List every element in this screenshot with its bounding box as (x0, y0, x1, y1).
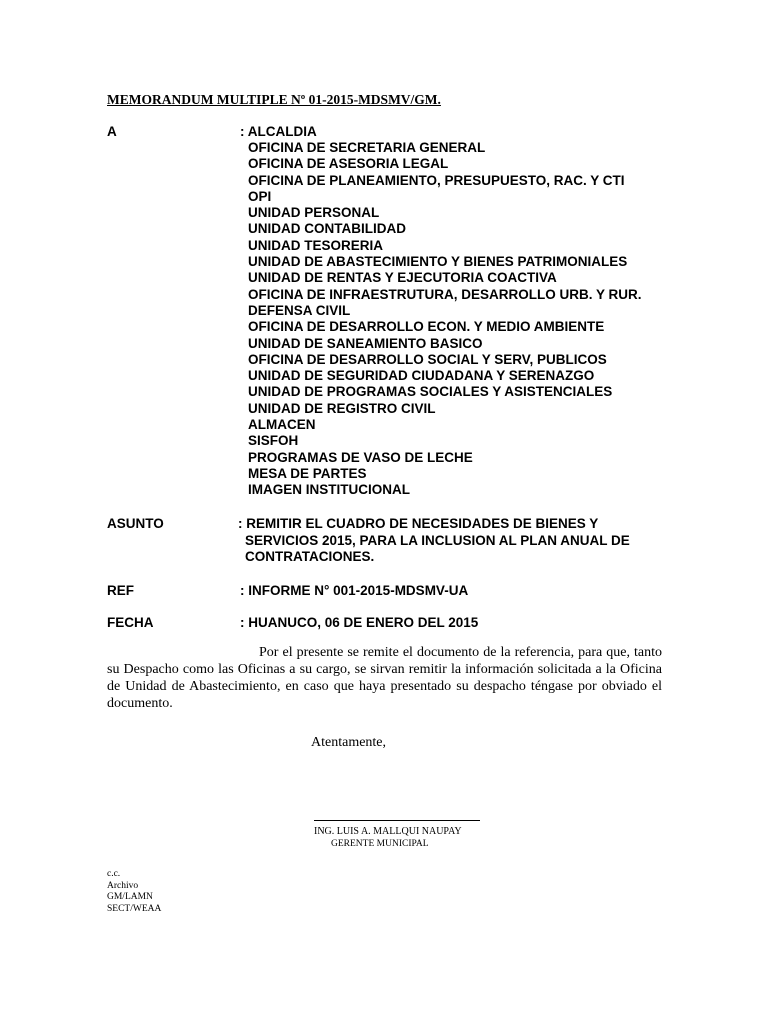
cc-list (107, 869, 161, 915)
to-label: A (107, 124, 117, 139)
recipient-item: MESA DE PARTES (248, 465, 367, 481)
cc-item: SECT/WEAA (107, 903, 162, 914)
signer-name: ING. LUIS A. MALLQUI NAUPAY (314, 826, 462, 837)
recipient-item: UNIDAD DE REGISTRO CIVIL (248, 400, 436, 416)
cc-item: c.c. (107, 869, 121, 879)
date-label: FECHA (107, 615, 154, 630)
recipient-item: UNIDAD TESORERIA (248, 237, 384, 253)
signer-title: GERENTE MUNICIPAL (331, 839, 429, 849)
recipient-item: OFICINA DE SECRETARIA GENERAL (248, 140, 486, 155)
recipient-item: UNIDAD DE RENTAS Y EJECUTORIA COACTIVA (248, 270, 557, 286)
closing: Atentamente, (311, 735, 387, 750)
recipient-item: OFICINA DE ASESORIA LEGAL (248, 156, 449, 172)
recipient-item: UNIDAD DE ABASTECIMIENTO Y BIENES PATRIMONIALES (248, 254, 628, 270)
ref-label: REF (107, 583, 134, 598)
recipient-item: OPI (248, 188, 272, 204)
to-first-recipient: : ALCALDIA (240, 124, 317, 139)
recipient-item: OFICINA DE INFRAESTRUTURA, DESARROLLO URB. Y RUR. (248, 286, 642, 302)
memo-title: MEMORANDUM MULTIPLE Nº 01-2015-MDSMV/GM. (107, 92, 441, 107)
recipient-item: PROGRAMAS DE VASO DE LECHE (248, 449, 473, 465)
recipient-item: OFICINA DE DESARROLLO SOCIAL Y SERV, PUBLICOS (248, 351, 607, 367)
cc-item: GM/LAMN (107, 892, 153, 902)
recipient-item: UNIDAD DE SANEAMIENTO BASICO (248, 335, 483, 351)
recipient-item: IMAGEN INSTITUCIONAL (248, 482, 410, 498)
recipient-list (248, 140, 642, 499)
recipient-item: UNIDAD PERSONAL (248, 205, 380, 221)
recipient-item: DEFENSA CIVIL (248, 302, 351, 318)
subject-line-1: : REMITIR EL CUADRO DE NECESIDADES DE BIENES Y (238, 516, 599, 531)
ref-value: : INFORME N° 001-2015-MDSMV-UA (240, 583, 469, 598)
subject-line-3: CONTRATACIONES. (245, 549, 375, 564)
date-value: : HUANUCO, 06 DE ENERO DEL 2015 (240, 615, 479, 630)
recipient-item: OFICINA DE DESARROLLO ECON. Y MEDIO AMBIENTE (248, 319, 605, 335)
recipient-item: UNIDAD CONTABILIDAD (248, 221, 406, 237)
subject-line-2: SERVICIOS 2015, PARA LA INCLUSION AL PLAN ANUAL DE (245, 533, 630, 548)
recipient-item: ALMACEN (248, 417, 316, 433)
signature-line (314, 820, 480, 821)
recipient-item: OFICINA DE PLANEAMIENTO, PRESUPUESTO, RAC. Y CTI (248, 172, 625, 188)
recipient-item: SISFOH (248, 433, 299, 449)
memo-body: Por el presente se remite el documento de la referencia, para que, tanto su Despacho como las Oficinas a su cargo, se sirvan remitir la información solicitada a la Oficina de Unidad de Abastecimiento, en caso que haya presentado su despacho téngase por obviado el documento. (107, 645, 662, 711)
cc-item: Archivo (107, 880, 139, 891)
subject-label: ASUNTO (107, 516, 164, 531)
recipient-item: UNIDAD DE PROGRAMAS SOCIALES Y ASISTENCIALES (248, 384, 613, 400)
recipient-item: UNIDAD DE SEGURIDAD CIUDADANA Y SERENAZGO (248, 368, 595, 384)
